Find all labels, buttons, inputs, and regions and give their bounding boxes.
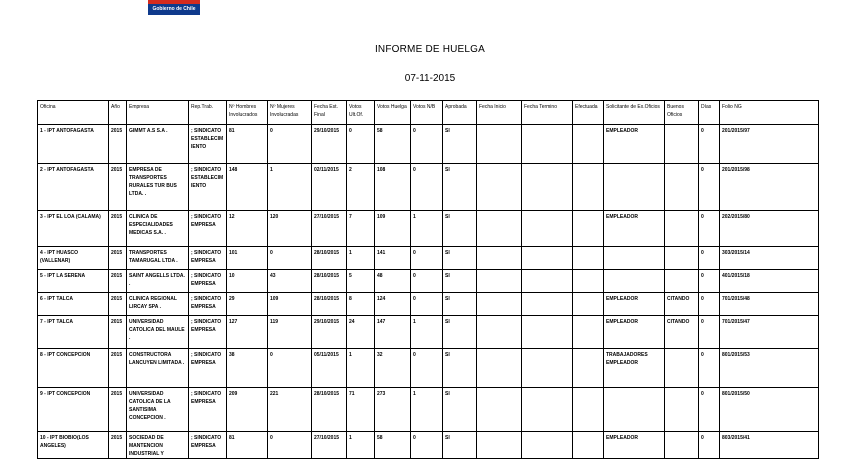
cell-hombres: 148	[227, 164, 268, 211]
cell-votos-ult-of: 5	[347, 270, 375, 293]
cell-votos-huelga: 147	[375, 316, 411, 349]
cell-mujeres: 0	[268, 125, 312, 164]
cell-oficina: 6 - IPT TALCA	[38, 293, 109, 316]
cell-buenos-oficios	[665, 125, 699, 164]
cell-votos-nb: 1	[411, 211, 443, 247]
cell-aprobada: SI	[443, 388, 477, 432]
cell-fecha-inicio	[477, 247, 522, 270]
cell-dias: 0	[699, 125, 720, 164]
cell-hombres: 81	[227, 125, 268, 164]
cell-ano: 2015	[109, 247, 127, 270]
cell-dias: 0	[699, 293, 720, 316]
cell-solicitante: EMPLEADOR	[604, 125, 665, 164]
cell-votos-huelga: 48	[375, 270, 411, 293]
cell-empresa: UNIVERSIDAD CATOLICA DE LA SANTISIMA CONCEPCION .	[127, 388, 189, 432]
cell-hombres: 38	[227, 349, 268, 388]
cell-rep-trab: ; SINDICATO EMPRESA	[189, 388, 227, 432]
cell-fecha-termino	[522, 432, 573, 459]
cell-hombres: 209	[227, 388, 268, 432]
cell-votos-ult-of: 1	[347, 432, 375, 459]
cell-votos-nb: 0	[411, 349, 443, 388]
cell-fecha-inicio	[477, 316, 522, 349]
cell-mujeres: 120	[268, 211, 312, 247]
gobierno-de-chile-logo	[148, 0, 200, 15]
col-header-ano: Año	[109, 101, 127, 125]
logo-text: Gobierno de Chile	[152, 6, 196, 12]
cell-rep-trab: ; SINDICATO EMPRESA	[189, 316, 227, 349]
cell-mujeres: 109	[268, 293, 312, 316]
table-row	[38, 432, 819, 459]
cell-empresa: CLINICA REGIONAL LIRCAY SPA .	[127, 293, 189, 316]
cell-dias: 0	[699, 349, 720, 388]
cell-efectuada	[573, 164, 604, 211]
cell-hombres: 81	[227, 432, 268, 459]
cell-oficina: 8 - IPT CONCEPCION	[38, 349, 109, 388]
cell-buenos-oficios	[665, 432, 699, 459]
cell-efectuada	[573, 293, 604, 316]
cell-fecha-est-final: 28/10/2015	[312, 270, 347, 293]
cell-votos-huelga: 58	[375, 432, 411, 459]
cell-solicitante	[604, 270, 665, 293]
cell-fecha-inicio	[477, 388, 522, 432]
col-header-oficina: Oficina	[38, 101, 109, 125]
cell-ano: 2015	[109, 270, 127, 293]
cell-dias: 0	[699, 211, 720, 247]
cell-votos-huelga: 273	[375, 388, 411, 432]
cell-hombres: 29	[227, 293, 268, 316]
cell-votos-ult-of: 1	[347, 247, 375, 270]
table-row	[38, 125, 819, 164]
cell-votos-ult-of: 0	[347, 125, 375, 164]
col-header-fecha-termino: Fecha Termino	[522, 101, 573, 125]
cell-dias: 0	[699, 270, 720, 293]
col-header-votos-ult-of: Votos Ult.Of.	[347, 101, 375, 125]
cell-votos-huelga: 58	[375, 125, 411, 164]
cell-aprobada: SI	[443, 270, 477, 293]
cell-votos-huelga: 32	[375, 349, 411, 388]
cell-oficina: 4 - IPT HUASCO (VALLENAR)	[38, 247, 109, 270]
cell-ano: 2015	[109, 125, 127, 164]
cell-efectuada	[573, 270, 604, 293]
col-header-votos-huelga: Votos Huelga	[375, 101, 411, 125]
cell-oficina: 5 - IPT LA SERENA	[38, 270, 109, 293]
cell-oficina: 7 - IPT TALCA	[38, 316, 109, 349]
cell-dias: 0	[699, 316, 720, 349]
col-header-aprobada: Aprobada	[443, 101, 477, 125]
cell-fecha-termino	[522, 211, 573, 247]
cell-aprobada: SI	[443, 316, 477, 349]
col-header-dias: Días	[699, 101, 720, 125]
cell-empresa: UNIVERSIDAD CATOLICA DEL MAULE .	[127, 316, 189, 349]
cell-efectuada	[573, 125, 604, 164]
cell-folio-ng: 801/2015/53	[720, 349, 819, 388]
cell-aprobada: SI	[443, 247, 477, 270]
cell-votos-huelga: 108	[375, 164, 411, 211]
cell-buenos-oficios	[665, 211, 699, 247]
cell-fecha-est-final: 29/10/2015	[312, 125, 347, 164]
cell-aprobada: SI	[443, 349, 477, 388]
col-header-mujeres: Nº Mujeres Involucradas	[268, 101, 312, 125]
cell-fecha-termino	[522, 164, 573, 211]
cell-efectuada	[573, 432, 604, 459]
cell-oficina: 10 - IPT BIOBIO(LOS ANGELES)	[38, 432, 109, 459]
col-header-rep-trab: Rep.Trab.	[189, 101, 227, 125]
cell-empresa: CLINICA DE ESPECIALIDADES MEDICAS S.A. .	[127, 211, 189, 247]
col-header-votos-nb: Votos N/B	[411, 101, 443, 125]
cell-mujeres: 221	[268, 388, 312, 432]
cell-fecha-est-final: 29/10/2015	[312, 316, 347, 349]
cell-votos-huelga: 124	[375, 293, 411, 316]
cell-ano: 2015	[109, 316, 127, 349]
cell-solicitante: TRABAJADORES EMPLEADOR	[604, 349, 665, 388]
cell-folio-ng: 701/2015/48	[720, 293, 819, 316]
cell-hombres: 101	[227, 247, 268, 270]
cell-solicitante: EMPLEADOR	[604, 211, 665, 247]
cell-rep-trab: ; SINDICATO EMPRESA	[189, 211, 227, 247]
cell-mujeres: 1	[268, 164, 312, 211]
table-row	[38, 247, 819, 270]
cell-mujeres: 0	[268, 349, 312, 388]
cell-fecha-est-final: 27/10/2015	[312, 432, 347, 459]
cell-dias: 0	[699, 247, 720, 270]
cell-aprobada: SI	[443, 211, 477, 247]
col-header-folio-ng: Folio NG	[720, 101, 819, 125]
cell-votos-nb: 0	[411, 247, 443, 270]
cell-rep-trab: ; SINDICATO EMPRESA	[189, 247, 227, 270]
cell-buenos-oficios: CITANDO	[665, 316, 699, 349]
cell-buenos-oficios	[665, 164, 699, 211]
cell-solicitante	[604, 388, 665, 432]
cell-votos-nb: 0	[411, 293, 443, 316]
cell-rep-trab: ; SINDICATO ESTABLECIMIENTO	[189, 125, 227, 164]
cell-fecha-est-final: 05/11/2015	[312, 349, 347, 388]
cell-fecha-inicio	[477, 211, 522, 247]
cell-oficina: 2 - IPT ANTOFAGASTA	[38, 164, 109, 211]
cell-fecha-termino	[522, 125, 573, 164]
cell-solicitante: EMPLEADOR	[604, 293, 665, 316]
cell-folio-ng: 303/2015/14	[720, 247, 819, 270]
cell-votos-ult-of: 2	[347, 164, 375, 211]
cell-oficina: 3 - IPT EL LOA (CALAMA)	[38, 211, 109, 247]
cell-folio-ng: 701/2015/47	[720, 316, 819, 349]
cell-fecha-inicio	[477, 349, 522, 388]
table-row	[38, 316, 819, 349]
cell-mujeres: 0	[268, 432, 312, 459]
cell-dias: 0	[699, 164, 720, 211]
cell-votos-ult-of: 24	[347, 316, 375, 349]
col-header-fecha-inicio: Fecha Inicio	[477, 101, 522, 125]
cell-empresa: TRANSPORTES TAMARUGAL LTDA .	[127, 247, 189, 270]
cell-fecha-termino	[522, 388, 573, 432]
cell-fecha-termino	[522, 247, 573, 270]
cell-votos-nb: 0	[411, 432, 443, 459]
cell-folio-ng: 801/2015/50	[720, 388, 819, 432]
cell-dias: 0	[699, 388, 720, 432]
cell-fecha-inicio	[477, 164, 522, 211]
cell-rep-trab: ; SINDICATO EMPRESA	[189, 432, 227, 459]
cell-mujeres: 43	[268, 270, 312, 293]
cell-hombres: 127	[227, 316, 268, 349]
cell-votos-nb: 0	[411, 164, 443, 211]
cell-aprobada: SI	[443, 432, 477, 459]
cell-votos-nb: 0	[411, 125, 443, 164]
cell-mujeres: 119	[268, 316, 312, 349]
table-row	[38, 211, 819, 247]
cell-fecha-termino	[522, 270, 573, 293]
cell-hombres: 10	[227, 270, 268, 293]
cell-ano: 2015	[109, 388, 127, 432]
cell-mujeres: 0	[268, 247, 312, 270]
cell-oficina: 9 - IPT CONCEPCION	[38, 388, 109, 432]
cell-buenos-oficios	[665, 349, 699, 388]
cell-efectuada	[573, 388, 604, 432]
col-header-fecha-est-final: Fecha Est. Final	[312, 101, 347, 125]
cell-fecha-termino	[522, 349, 573, 388]
table-row	[38, 349, 819, 388]
cell-ano: 2015	[109, 293, 127, 316]
cell-ano: 2015	[109, 349, 127, 388]
cell-votos-ult-of: 71	[347, 388, 375, 432]
cell-fecha-inicio	[477, 270, 522, 293]
col-header-solicitante: Solicitante de Ex.Oficios	[604, 101, 665, 125]
cell-solicitante	[604, 247, 665, 270]
col-header-hombres: Nº Hombres Involucrados	[227, 101, 268, 125]
cell-ano: 2015	[109, 211, 127, 247]
table-row	[38, 293, 819, 316]
cell-fecha-est-final: 28/10/2015	[312, 293, 347, 316]
cell-votos-ult-of: 8	[347, 293, 375, 316]
cell-fecha-est-final: 27/10/2015	[312, 211, 347, 247]
cell-aprobada: SI	[443, 293, 477, 316]
table-header-row	[38, 101, 819, 125]
col-header-buenos-oficios: Buenos Oficios	[665, 101, 699, 125]
cell-oficina: 1 - IPT ANTOFAGASTA	[38, 125, 109, 164]
cell-efectuada	[573, 247, 604, 270]
cell-fecha-inicio	[477, 293, 522, 316]
cell-folio-ng: 201/2015/97	[720, 125, 819, 164]
cell-fecha-termino	[522, 293, 573, 316]
cell-buenos-oficios: CITANDO	[665, 293, 699, 316]
cell-rep-trab: ; SINDICATO EMPRESA	[189, 349, 227, 388]
cell-votos-huelga: 141	[375, 247, 411, 270]
cell-empresa: SOCIEDAD DE MANTENCION INDUSTRIAL Y	[127, 432, 189, 459]
cell-empresa: CONSTRUCTORA LANCUYEN LIMITADA .	[127, 349, 189, 388]
cell-votos-ult-of: 7	[347, 211, 375, 247]
cell-buenos-oficios	[665, 388, 699, 432]
cell-ano: 2015	[109, 432, 127, 459]
page-title: INFORME DE HUELGA	[374, 44, 486, 55]
cell-fecha-inicio	[477, 432, 522, 459]
cell-votos-ult-of: 1	[347, 349, 375, 388]
cell-empresa: SAINT ANGELLS LTDA. .	[127, 270, 189, 293]
cell-votos-nb: 1	[411, 388, 443, 432]
cell-fecha-est-final: 02/11/2015	[312, 164, 347, 211]
cell-hombres: 12	[227, 211, 268, 247]
cell-fecha-termino	[522, 316, 573, 349]
cell-dias: 0	[699, 432, 720, 459]
cell-folio-ng: 803/2015/41	[720, 432, 819, 459]
cell-efectuada	[573, 316, 604, 349]
cell-solicitante	[604, 164, 665, 211]
cell-buenos-oficios	[665, 247, 699, 270]
cell-folio-ng: 202/2015/80	[720, 211, 819, 247]
cell-votos-nb: 0	[411, 270, 443, 293]
cell-folio-ng: 201/2015/98	[720, 164, 819, 211]
cell-efectuada	[573, 349, 604, 388]
cell-fecha-est-final: 28/10/2015	[312, 247, 347, 270]
cell-fecha-inicio	[477, 125, 522, 164]
cell-aprobada: SI	[443, 164, 477, 211]
cell-empresa: EMPRESA DE TRANSPORTES RURALES TUR BUS LTDA. .	[127, 164, 189, 211]
logo-red-bar	[148, 0, 200, 4]
table-row	[38, 164, 819, 211]
cell-aprobada: SI	[443, 125, 477, 164]
cell-empresa: GIMMT A.S S.A .	[127, 125, 189, 164]
cell-fecha-est-final: 28/10/2015	[312, 388, 347, 432]
cell-solicitante: EMPLEADOR	[604, 316, 665, 349]
cell-efectuada	[573, 211, 604, 247]
cell-rep-trab: ; SINDICATO ESTABLECIMIENTO	[189, 164, 227, 211]
cell-ano: 2015	[109, 164, 127, 211]
strike-report-table	[37, 100, 819, 459]
cell-folio-ng: 401/2015/18	[720, 270, 819, 293]
table-row	[38, 270, 819, 293]
cell-buenos-oficios	[665, 270, 699, 293]
cell-votos-nb: 1	[411, 316, 443, 349]
col-header-efectuada: Efectuada	[573, 101, 604, 125]
cell-rep-trab: ; SINDICATO EMPRESA	[189, 293, 227, 316]
cell-votos-huelga: 109	[375, 211, 411, 247]
table-row	[38, 388, 819, 432]
cell-solicitante: EMPLEADOR	[604, 432, 665, 459]
col-header-empresa: Empresa	[127, 101, 189, 125]
report-date: 07-11-2015	[404, 73, 456, 84]
cell-rep-trab: ; SINDICATO EMPRESA	[189, 270, 227, 293]
